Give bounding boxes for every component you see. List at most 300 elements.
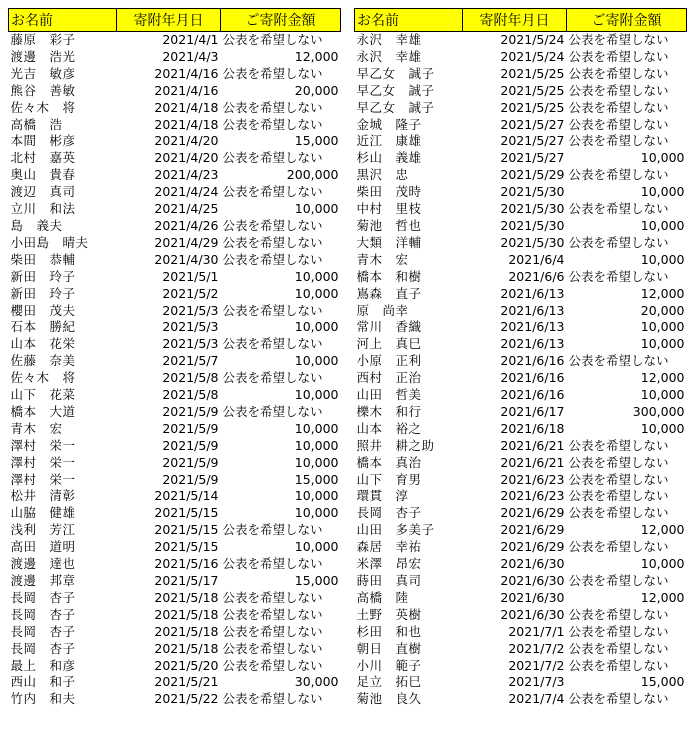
table-row xyxy=(9,691,341,708)
table-row xyxy=(9,235,341,252)
donation-date-cell: 2021/5/3 xyxy=(162,336,219,352)
donation-date-cell: 2021/5/17 xyxy=(154,573,219,588)
donation-amount-cell: 300,000 xyxy=(632,403,685,419)
donation-date-cell: 2021/5/30 xyxy=(500,234,565,250)
donor-name-cell: 小川 範子 xyxy=(356,657,422,673)
donation-amount-cell: 公表を希望しない xyxy=(568,505,669,521)
donation-date-cell: 2021/5/9 xyxy=(162,437,219,453)
donation-date-cell: 2021/6/30 xyxy=(500,589,565,605)
donation-date-cell: 2021/5/20 xyxy=(154,657,219,673)
donation-date-cell: 2021/5/21 xyxy=(154,674,219,690)
donation-amount-cell: 公表を希望しない xyxy=(568,48,669,64)
table-row xyxy=(9,252,341,269)
donation-amount-cell: 公表を希望しない xyxy=(568,623,669,639)
donation-amount-cell: 10,000 xyxy=(640,251,685,267)
donor-name-cell: 西山 和子 xyxy=(10,674,76,690)
table-row xyxy=(9,421,341,438)
donation-amount-cell: 公表を希望しない xyxy=(222,556,323,572)
donation-amount-cell: 公表を希望しない xyxy=(222,522,323,538)
donation-date-cell: 2021/5/9 xyxy=(162,454,219,470)
table-row xyxy=(9,455,341,472)
donation-amount-cell: 公表を希望しない xyxy=(568,268,669,284)
donation-amount-cell: 10,000 xyxy=(294,285,339,301)
table-row xyxy=(355,387,687,404)
table-row xyxy=(355,488,687,505)
donation-date-cell: 2021/5/25 xyxy=(500,65,565,81)
donation-amount-cell: 公表を希望しない xyxy=(222,234,323,250)
header-date: 寄附年月日 xyxy=(463,9,567,32)
donation-amount-cell: 公表を希望しない xyxy=(568,99,669,115)
table-row xyxy=(9,150,341,167)
donation-date-cell: 2021/6/29 xyxy=(500,539,565,555)
donor-name-cell: 高橋 浩 xyxy=(10,116,63,132)
donation-date-cell: 2021/5/14 xyxy=(154,488,219,504)
header-amount: ご寄附金額 xyxy=(567,9,687,32)
donor-name-cell: 澤村 栄一 xyxy=(10,454,76,470)
table-row xyxy=(355,641,687,658)
donation-amount-cell: 公表を希望しない xyxy=(568,65,669,81)
donation-amount-cell: 20,000 xyxy=(294,82,339,98)
donation-date-cell: 2021/4/24 xyxy=(154,184,219,200)
donation-amount-cell: 12,000 xyxy=(294,48,339,64)
donation-amount-cell: 公表を希望しない xyxy=(222,65,323,81)
donation-date-cell: 2021/5/18 xyxy=(154,606,219,622)
donation-amount-cell: 10,000 xyxy=(640,184,685,200)
donor-name-cell: 山下 育男 xyxy=(356,471,422,487)
donor-name-cell: 島 義夫 xyxy=(10,217,63,233)
donation-amount-cell: 公表を希望しない xyxy=(222,403,323,419)
table-row xyxy=(9,573,341,590)
donor-name-cell: 永沢 幸雄 xyxy=(356,32,422,47)
donor-name-cell: 杉山 義雄 xyxy=(356,150,422,166)
donation-amount-cell: 10,000 xyxy=(294,201,339,217)
donation-date-cell: 2021/5/30 xyxy=(500,201,565,217)
donation-date-cell: 2021/4/25 xyxy=(154,201,219,217)
donor-name-cell: 長岡 杏子 xyxy=(10,623,76,639)
table-row xyxy=(355,404,687,421)
table-row xyxy=(355,573,687,590)
table-row xyxy=(9,201,341,218)
donor-name-cell: 杉田 和也 xyxy=(356,623,422,639)
donor-name-cell: 松井 清彰 xyxy=(10,488,76,504)
donor-name-cell: 竹内 和夫 xyxy=(10,691,76,707)
donation-amount-cell: 20,000 xyxy=(640,302,685,318)
table-row xyxy=(355,286,687,303)
donation-date-cell: 2021/6/30 xyxy=(500,606,565,622)
donation-date-cell: 2021/4/16 xyxy=(154,82,219,98)
donation-date-cell: 2021/4/26 xyxy=(154,217,219,233)
table-row xyxy=(355,421,687,438)
donation-date-cell: 2021/5/9 xyxy=(162,471,219,487)
table-row xyxy=(9,658,341,675)
donation-amount-cell: 10,000 xyxy=(294,420,339,436)
donor-name-cell: 長岡 杏子 xyxy=(10,589,76,605)
donor-name-cell: 櫻田 茂夫 xyxy=(10,302,76,318)
donor-name-cell: 常川 香織 xyxy=(356,319,422,335)
donation-date-cell: 2021/5/15 xyxy=(154,505,219,521)
donation-date-cell: 2021/5/25 xyxy=(500,82,565,98)
donor-name-cell: 河上 真巳 xyxy=(356,336,422,352)
donor-name-cell: 青木 宏 xyxy=(10,420,63,436)
donation-date-cell: 2021/6/17 xyxy=(500,403,565,419)
table-row xyxy=(355,353,687,370)
donation-amount-cell: 公表を希望しない xyxy=(568,471,669,487)
donor-name-cell: 山脇 健雄 xyxy=(10,505,76,521)
donor-name-cell: 小原 正利 xyxy=(356,353,422,369)
table-row xyxy=(9,100,341,117)
donation-date-cell: 2021/5/29 xyxy=(500,167,565,183)
table-row xyxy=(355,201,687,218)
table-row xyxy=(9,218,341,235)
table-row xyxy=(9,269,341,286)
donation-amount-cell: 公表を希望しない xyxy=(568,234,669,250)
donor-name-cell: 西村 正治 xyxy=(356,370,422,386)
table-row xyxy=(9,370,341,387)
donation-date-cell: 2021/5/24 xyxy=(500,48,565,64)
donation-table-right xyxy=(354,8,687,708)
donor-name-cell: 石本 勝紀 xyxy=(10,319,76,335)
donor-name-cell: 藤原 彩子 xyxy=(10,32,76,47)
table-row xyxy=(355,49,687,66)
donor-name-cell: 土野 英樹 xyxy=(356,606,422,622)
donation-date-cell: 2021/5/18 xyxy=(154,623,219,639)
table-row xyxy=(355,590,687,607)
donor-name-cell: 森居 幸祐 xyxy=(356,539,422,555)
table-row xyxy=(355,624,687,641)
donation-date-cell: 2021/6/30 xyxy=(500,556,565,572)
table-row xyxy=(355,117,687,134)
donation-date-cell: 2021/4/18 xyxy=(154,99,219,115)
table-row xyxy=(9,32,341,49)
table-row xyxy=(355,438,687,455)
donor-name-cell: 柴田 恭輔 xyxy=(10,251,76,267)
table-row xyxy=(9,66,341,83)
table-row xyxy=(9,539,341,556)
donation-amount-cell: 公表を希望しない xyxy=(568,606,669,622)
table-row xyxy=(355,472,687,489)
donor-name-cell: 米澤 昂宏 xyxy=(356,556,422,572)
table-row xyxy=(9,624,341,641)
table-row xyxy=(355,150,687,167)
donor-name-cell: 山本 裕之 xyxy=(356,420,422,436)
donor-name-cell: 金城 隆子 xyxy=(356,116,422,132)
donation-amount-cell: 公表を希望しない xyxy=(568,640,669,656)
donation-amount-cell: 10,000 xyxy=(640,387,685,403)
donor-name-cell: 佐藤 奈美 xyxy=(10,353,76,369)
donation-amount-cell: 15,000 xyxy=(294,133,339,149)
donation-amount-cell: 10,000 xyxy=(294,387,339,403)
donor-name-cell: 嶌森 直子 xyxy=(356,285,422,301)
table-row xyxy=(355,319,687,336)
donation-date-cell: 2021/5/1 xyxy=(162,268,219,284)
donation-date-cell: 2021/6/13 xyxy=(500,285,565,301)
donor-name-cell: 長岡 杏子 xyxy=(10,606,76,622)
donor-name-cell: 長岡 杏子 xyxy=(356,505,422,521)
table-row xyxy=(9,167,341,184)
donor-name-cell: 北村 嘉英 xyxy=(10,150,76,166)
donation-date-cell: 2021/4/20 xyxy=(154,133,219,149)
donation-amount-cell: 公表を希望しない xyxy=(568,82,669,98)
donor-name-cell: 柴田 茂時 xyxy=(356,184,422,200)
donor-name-cell: 環貫 淳 xyxy=(356,488,409,504)
donation-amount-cell: 公表を希望しない xyxy=(222,606,323,622)
table-row xyxy=(355,184,687,201)
table-row xyxy=(9,505,341,522)
donor-name-cell: 菊池 良久 xyxy=(356,691,422,707)
table-row xyxy=(355,133,687,150)
donation-date-cell: 2021/6/13 xyxy=(500,319,565,335)
donation-amount-cell: 公表を希望しない xyxy=(568,488,669,504)
donation-amount-cell: 公表を希望しない xyxy=(568,454,669,470)
donation-date-cell: 2021/6/29 xyxy=(500,522,565,538)
table-row xyxy=(9,286,341,303)
donation-amount-cell: 12,000 xyxy=(640,285,685,301)
table-row xyxy=(9,319,341,336)
donor-name-cell: 山下 花菜 xyxy=(10,387,76,403)
donation-table-left xyxy=(8,8,341,708)
donation-amount-cell: 公表を希望しない xyxy=(222,99,323,115)
donation-date-cell: 2021/5/24 xyxy=(500,32,565,47)
table-row xyxy=(9,49,341,66)
donor-name-cell: 澤村 栄一 xyxy=(10,437,76,453)
donation-amount-cell: 15,000 xyxy=(640,674,685,690)
donation-amount-cell: 10,000 xyxy=(294,488,339,504)
donation-date-cell: 2021/4/30 xyxy=(154,251,219,267)
donation-date-cell: 2021/4/23 xyxy=(154,167,219,183)
donation-date-cell: 2021/6/23 xyxy=(500,488,565,504)
donation-date-cell: 2021/5/8 xyxy=(162,387,219,403)
donation-date-cell: 2021/7/3 xyxy=(508,674,565,690)
donation-amount-cell: 公表を希望しない xyxy=(222,640,323,656)
donor-name-cell: 渡邊 邦章 xyxy=(10,573,76,588)
donation-amount-cell: 公表を希望しない xyxy=(568,116,669,132)
table-row xyxy=(355,658,687,675)
table-row xyxy=(355,370,687,387)
donation-date-cell: 2021/5/25 xyxy=(500,99,565,115)
donation-amount-cell: 10,000 xyxy=(640,150,685,166)
donor-name-cell: 佐々木 将 xyxy=(10,99,76,115)
donor-name-cell: 山田 多美子 xyxy=(356,522,435,538)
donation-amount-cell: 10,000 xyxy=(640,217,685,233)
table-row xyxy=(9,438,341,455)
table-row xyxy=(9,674,341,691)
table-row xyxy=(355,32,687,49)
donation-amount-cell: 公表を希望しない xyxy=(568,353,669,369)
table-row xyxy=(355,235,687,252)
donation-amount-cell: 公表を希望しない xyxy=(568,167,669,183)
donation-amount-cell: 公表を希望しない xyxy=(222,589,323,605)
donor-name-cell: 橋本 大道 xyxy=(10,403,76,419)
donation-date-cell: 2021/7/2 xyxy=(508,657,565,673)
donor-name-cell: 大類 洋輔 xyxy=(356,234,422,250)
header-name: お名前 xyxy=(355,9,463,32)
donor-name-cell: 青木 宏 xyxy=(356,251,409,267)
header-amount: ご寄附金額 xyxy=(221,9,341,32)
table-row xyxy=(9,488,341,505)
table-row xyxy=(9,590,341,607)
donation-date-cell: 2021/6/29 xyxy=(500,505,565,521)
donation-date-cell: 2021/6/21 xyxy=(500,437,565,453)
table-row xyxy=(355,455,687,472)
donation-amount-cell: 公表を希望しない xyxy=(568,539,669,555)
donor-name-cell: 新田 玲子 xyxy=(10,268,76,284)
table-row xyxy=(9,404,341,421)
donation-amount-cell: 10,000 xyxy=(294,319,339,335)
donation-date-cell: 2021/5/22 xyxy=(154,691,219,707)
donation-amount-cell: 公表を希望しない xyxy=(222,336,323,352)
donor-name-cell: 永沢 幸雄 xyxy=(356,48,422,64)
donation-date-cell: 2021/5/2 xyxy=(162,285,219,301)
table-row xyxy=(9,117,341,134)
donation-date-cell: 2021/4/3 xyxy=(162,48,219,64)
table-row xyxy=(355,100,687,117)
donor-name-cell: 足立 拓巳 xyxy=(356,674,422,690)
table-row xyxy=(9,133,341,150)
donor-name-cell: 菊池 哲也 xyxy=(356,217,422,233)
donation-date-cell: 2021/6/16 xyxy=(500,387,565,403)
donor-name-cell: 原 尚幸 xyxy=(356,302,409,318)
donor-name-cell: 櫟木 和行 xyxy=(356,403,422,419)
donor-name-cell: 立川 和法 xyxy=(10,201,76,217)
donation-amount-cell: 10,000 xyxy=(640,420,685,436)
donation-amount-cell: 公表を希望しない xyxy=(222,370,323,386)
header-date: 寄附年月日 xyxy=(117,9,221,32)
donation-amount-cell: 10,000 xyxy=(294,505,339,521)
donation-amount-cell: 公表を希望しない xyxy=(222,116,323,132)
table-row xyxy=(9,556,341,573)
donation-date-cell: 2021/5/30 xyxy=(500,184,565,200)
donation-date-cell: 2021/5/3 xyxy=(162,319,219,335)
table-row xyxy=(355,336,687,353)
donation-amount-cell: 30,000 xyxy=(294,674,339,690)
donor-name-cell: 朝日 直樹 xyxy=(356,640,422,656)
donation-amount-cell: 公表を希望しない xyxy=(222,251,323,267)
table-row xyxy=(9,336,341,353)
donor-name-cell: 橋本 和樹 xyxy=(356,268,422,284)
donation-amount-cell: 12,000 xyxy=(640,522,685,538)
donor-name-cell: 早乙女 誠子 xyxy=(356,99,435,115)
donation-date-cell: 2021/6/21 xyxy=(500,454,565,470)
table-row xyxy=(9,353,341,370)
donation-amount-cell: 公表を希望しない xyxy=(222,184,323,200)
table-row xyxy=(355,252,687,269)
donor-name-cell: 渡辺 真司 xyxy=(10,184,76,200)
donor-name-cell: 本間 彬彦 xyxy=(10,133,76,149)
donation-date-cell: 2021/5/30 xyxy=(500,217,565,233)
header-row xyxy=(9,9,341,32)
donation-date-cell: 2021/4/1 xyxy=(162,32,219,47)
donor-name-cell: 早乙女 誠子 xyxy=(356,65,435,81)
donor-name-cell: 黒沢 忠 xyxy=(356,167,409,183)
donation-date-cell: 2021/5/8 xyxy=(162,370,219,386)
donor-name-cell: 渡邊 達也 xyxy=(10,556,76,572)
table-row xyxy=(9,607,341,624)
donor-name-cell: 早乙女 誠子 xyxy=(356,82,435,98)
donation-amount-cell: 公表を希望しない xyxy=(568,201,669,217)
donation-date-cell: 2021/7/1 xyxy=(508,623,565,639)
donation-amount-cell: 公表を希望しない xyxy=(222,302,323,318)
donation-date-cell: 2021/4/18 xyxy=(154,116,219,132)
table-row xyxy=(9,387,341,404)
table-row xyxy=(355,303,687,320)
table-row xyxy=(355,167,687,184)
donation-date-cell: 2021/6/23 xyxy=(500,471,565,487)
table-row xyxy=(355,556,687,573)
donor-name-cell: 高田 道明 xyxy=(10,539,76,555)
table-row xyxy=(9,641,341,658)
table-row xyxy=(355,505,687,522)
donation-date-cell: 2021/4/16 xyxy=(154,65,219,81)
donor-name-cell: 小田島 晴夫 xyxy=(10,234,89,250)
donor-name-cell: 渡邊 浩光 xyxy=(10,48,76,64)
table-row xyxy=(355,269,687,286)
donation-date-cell: 2021/5/3 xyxy=(162,302,219,318)
table-row xyxy=(9,184,341,201)
table-row xyxy=(355,218,687,235)
donation-amount-cell: 10,000 xyxy=(294,437,339,453)
donation-date-cell: 2021/5/27 xyxy=(500,116,565,132)
donor-name-cell: 熊谷 善敏 xyxy=(10,82,76,98)
donation-amount-cell: 12,000 xyxy=(640,370,685,386)
donation-amount-cell: 10,000 xyxy=(294,454,339,470)
donation-date-cell: 2021/5/18 xyxy=(154,640,219,656)
donation-date-cell: 2021/5/27 xyxy=(500,133,565,149)
donor-name-cell: 澤村 栄一 xyxy=(10,471,76,487)
table-row xyxy=(355,522,687,539)
donation-amount-cell: 200,000 xyxy=(286,167,339,183)
table-row xyxy=(9,472,341,489)
donor-name-cell: 照井 耕之助 xyxy=(356,437,435,453)
donor-name-cell: 最上 和彦 xyxy=(10,657,76,673)
donor-name-cell: 山田 哲美 xyxy=(356,387,422,403)
donation-date-cell: 2021/6/30 xyxy=(500,573,565,588)
table-row xyxy=(355,83,687,100)
donation-date-cell: 2021/5/15 xyxy=(154,539,219,555)
table-row xyxy=(355,691,687,708)
donation-date-cell: 2021/5/18 xyxy=(154,589,219,605)
table-row xyxy=(355,66,687,83)
donor-name-cell: 奥山 貴春 xyxy=(10,167,76,183)
donation-amount-cell: 10,000 xyxy=(294,353,339,369)
donation-date-cell: 2021/6/13 xyxy=(500,302,565,318)
donation-date-cell: 2021/6/16 xyxy=(500,370,565,386)
donation-date-cell: 2021/5/9 xyxy=(162,420,219,436)
donation-date-cell: 2021/5/7 xyxy=(162,353,219,369)
header-name: お名前 xyxy=(9,9,117,32)
donation-amount-cell: 公表を希望しない xyxy=(222,150,323,166)
donation-amount-cell: 12,000 xyxy=(640,589,685,605)
donation-amount-cell: 公表を希望しない xyxy=(568,691,669,707)
donation-date-cell: 2021/4/29 xyxy=(154,234,219,250)
donation-amount-cell: 10,000 xyxy=(294,268,339,284)
donor-name-cell: 長岡 杏子 xyxy=(10,640,76,656)
donation-amount-cell: 公表を希望しない xyxy=(568,573,669,588)
donation-date-cell: 2021/7/4 xyxy=(508,691,565,707)
donation-date-cell: 2021/6/4 xyxy=(508,251,565,267)
donation-amount-cell: 公表を希望しない xyxy=(222,32,323,47)
donation-amount-cell: 10,000 xyxy=(294,539,339,555)
donor-name-cell: 浅利 芳江 xyxy=(10,522,76,538)
donor-name-cell: 光吉 敏彦 xyxy=(10,65,76,81)
donor-name-cell: 中村 里枝 xyxy=(356,201,422,217)
donor-name-cell: 高橋 陸 xyxy=(356,589,409,605)
table-row xyxy=(355,539,687,556)
donation-amount-cell: 公表を希望しない xyxy=(222,691,323,707)
donor-name-cell: 新田 玲子 xyxy=(10,285,76,301)
table-row xyxy=(9,83,341,100)
donation-amount-cell: 15,000 xyxy=(294,471,339,487)
donation-amount-cell: 公表を希望しない xyxy=(222,623,323,639)
